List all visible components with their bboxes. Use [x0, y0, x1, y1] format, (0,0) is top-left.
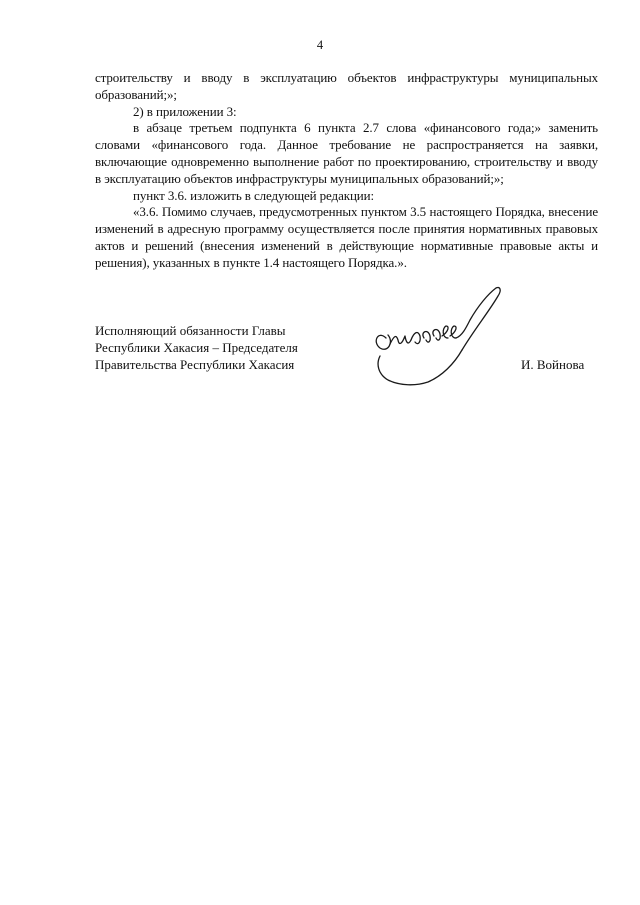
- paragraph-amendment-2-7: в абзаце третьем подпункта 6 пункта 2.7 слова «финансового года;» заменить словами «финансового года. Данное требование не распространяется на заявки, включающие одновременно выполнение работ по проектированию, строительству и вводу в эксплуатацию объектов инфраструктуры муниципальных образований;»;: [95, 120, 598, 186]
- signatory-title: [95, 323, 335, 373]
- signatory-name: И. Войнова: [521, 357, 585, 372]
- paragraph-item-3-6-intro: пункт 3.6. изложить в следующей редакции:: [133, 187, 375, 203]
- paragraph-continuation: строительству и вводу в эксплуатацию объектов инфраструктуры муниципальных образований;»;: [95, 70, 598, 102]
- signatory-title-line: Исполняющий обязанности Главы: [95, 323, 286, 338]
- signatory-title-line: Республики Хакасия – Председателя: [95, 339, 298, 355]
- paragraph-item-3-6-text: «3.6. Помимо случаев, предусмотренных пунктом 3.5 настоящего Порядка, внесение изменений в адресную программу осуществляется после принятия нормативных правовых актов и решений (внесения изменений в действующие нормативные правовые акты и решения), указанных в пункте 1.4 настоящего Порядка.».: [95, 204, 598, 270]
- page-number: 4: [316, 38, 324, 52]
- document-body: [95, 70, 598, 272]
- paragraph-appendix-3: 2) в приложении 3:: [133, 103, 237, 119]
- handwritten-signature: [358, 280, 528, 395]
- signatory-title-line: Правительства Республики Хакасия: [95, 356, 295, 372]
